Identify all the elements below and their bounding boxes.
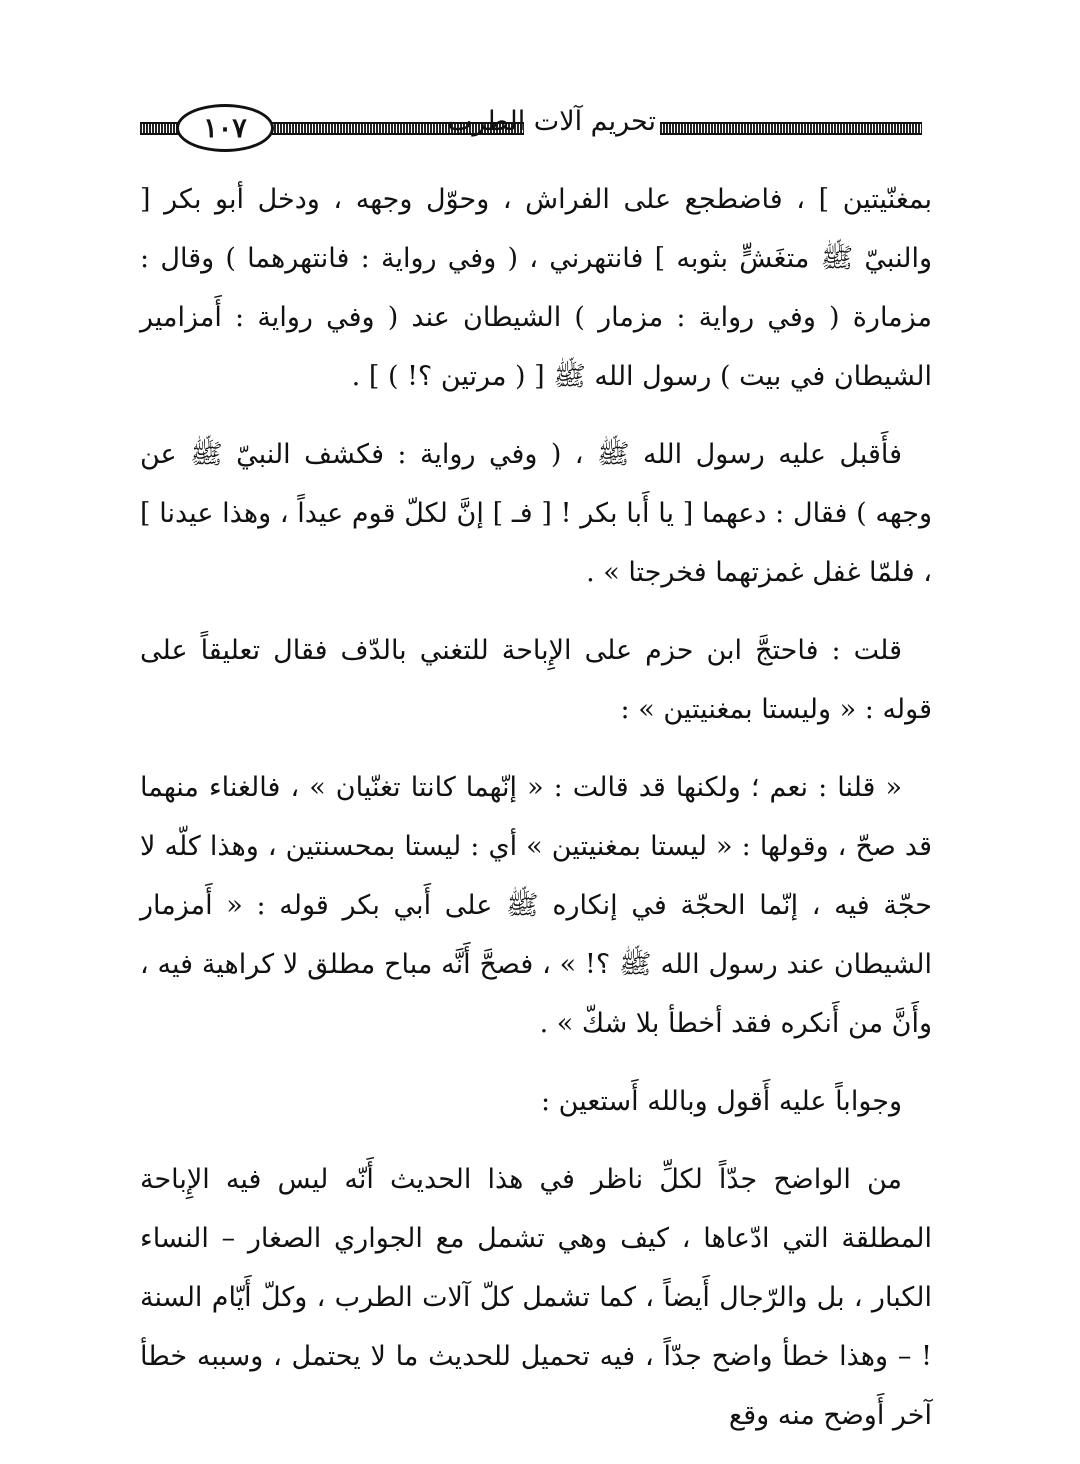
paragraph: وجواباً عليه أَقول وبالله أَستعين : — [541, 1086, 902, 1117]
body-text — [140, 170, 932, 1464]
paragraph: « قلنا : نعم ؛ ولكنها قد قالت : « إنّهما كانتا تغنّيان » ، فالغناء منهما قد صحّ ، وقولها : « ليستا بمغنيتين » أي : ليستا بمحسنتين ، وهذا كلّه لا حجّة فيه ، إنّما الحجّة في إنكاره ﷺ على أَبي بكر قوله : « أَمزمار الشيطان عند رسول الله ﷺ ؟! » ، فصحَّ أَنَّه مباح مطلق لا كراهية فيه ، وأَنَّ من أَنكره فقد أخطأ بلا شكّ » . — [140, 772, 933, 1039]
paragraph: فأَقبل عليه رسول الله ﷺ ، ( وفي رواية : فكشف النبيّ ﷺ عن وجهه ) فقال : دعهما [ يا أَبا بكر ! [ فـ ] إنَّ لكلّ قوم عيداً ، وهذا عيدنا ] ، فلمّا غفل غمزتهما فخرجتا » . — [140, 439, 932, 588]
running-header — [140, 100, 922, 160]
header-rule-right — [660, 122, 922, 135]
paragraph: قلت : فاحتجَّ ابن حزم على الإِباحة للتغني بالدّف فقال تعليقاً على قوله : « وليستا بمغنيتين » : — [140, 635, 932, 725]
paragraph: من الواضح جدّاً لكلِّ ناظر في هذا الحديث أَنّه ليس فيه الإِباحة المطلقة التي ادّعاها ، كيف وهي تشمل مع الجواري الصغار – النساء الكبار ، بل والرّجال أَيضاً ، كما تشمل كلّ آلات الطرب ، وكلّ أَيّام السنة ! – وهذا خطأ واضح جدّاً ، فيه تحميل للحديث ما لا يحتمل ، وسببه خطأ آخر أَوضح منه وقع — [140, 1164, 932, 1431]
page-number: ١٠٧ — [176, 104, 274, 152]
paragraph: بمغنّيتين ] ، فاضطجع على الفراش ، وحوّل وجهه ، ودخل أبو بكر [ والنبيّ ﷺ متغَشٍّ بثوبه ] فانتهرني ، ( وفي رواية : فانتهرهما ) وقال : مزمارة ( وفي رواية : مزمار ) الشيطان عند ( وفي رواية : أَمزامير الشيطان في بيت ) رسول الله ﷺ [ ( مرتين ؟! ) ] . — [140, 184, 932, 392]
running-title: تحريم آلات الطرب — [447, 106, 656, 137]
header-rule-left — [140, 122, 180, 135]
